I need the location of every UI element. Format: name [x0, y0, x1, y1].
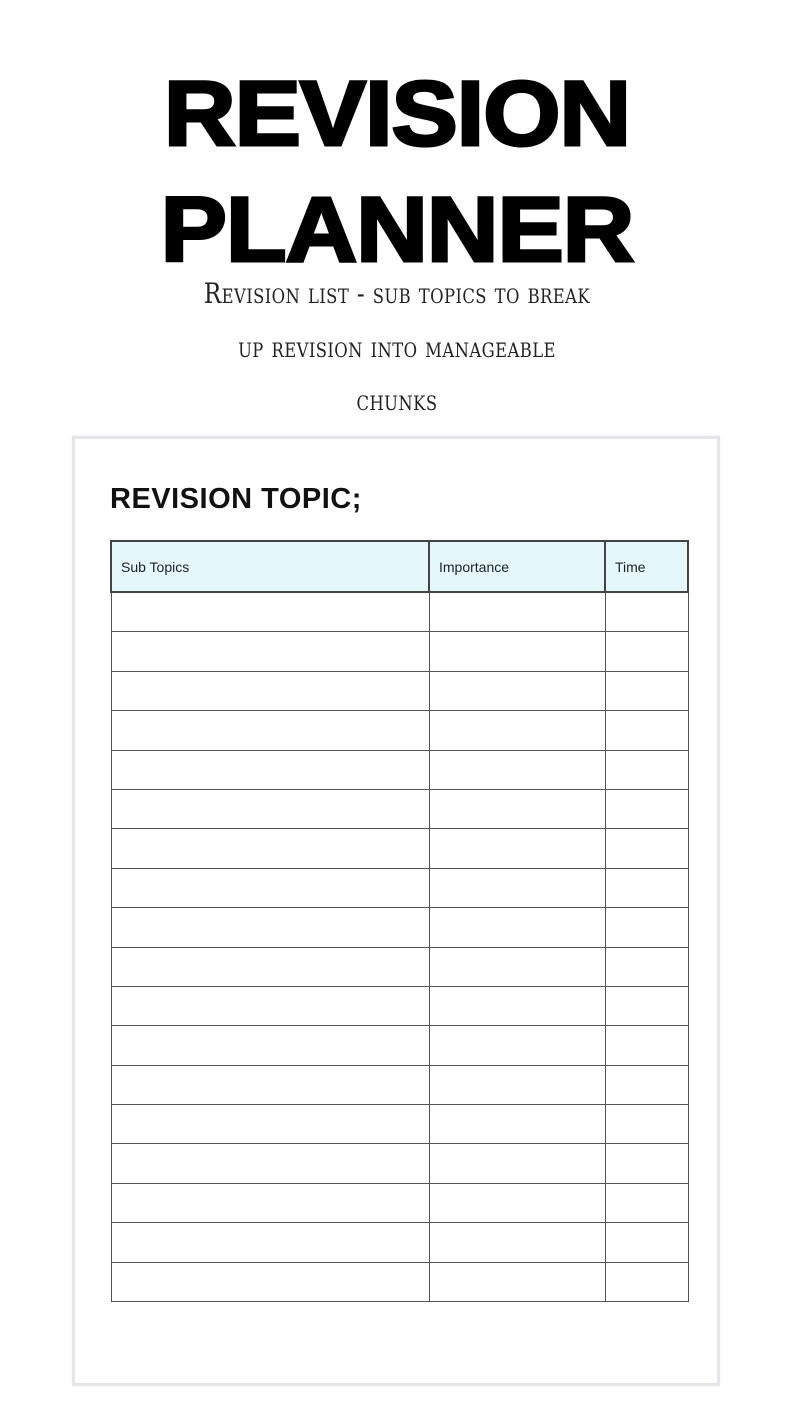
- table-row: [111, 1262, 688, 1301]
- time-cell[interactable]: [605, 750, 688, 789]
- importance-cell[interactable]: [429, 829, 605, 868]
- table-row: [111, 1223, 688, 1262]
- revision-table: [110, 540, 689, 1302]
- table-row: [111, 868, 688, 907]
- time-cell[interactable]: [605, 711, 688, 750]
- sub-topic-cell[interactable]: [111, 1262, 429, 1301]
- time-cell[interactable]: [605, 789, 688, 828]
- importance-cell[interactable]: [429, 1065, 605, 1104]
- importance-cell[interactable]: [429, 986, 605, 1025]
- importance-cell[interactable]: [429, 1105, 605, 1144]
- subtitle-line-1: Revision list - sub topics to break: [203, 277, 591, 310]
- sub-topic-cell[interactable]: [111, 1065, 429, 1104]
- time-cell[interactable]: [605, 671, 688, 710]
- table-row: [111, 592, 688, 632]
- table-row: [111, 1183, 688, 1222]
- planner-sheet: [72, 436, 720, 1386]
- importance-cell[interactable]: [429, 711, 605, 750]
- importance-cell[interactable]: [429, 1144, 605, 1183]
- time-cell[interactable]: [605, 986, 688, 1025]
- table-row: [111, 632, 688, 671]
- sub-topic-cell[interactable]: [111, 829, 429, 868]
- importance-cell[interactable]: [429, 947, 605, 986]
- sub-topic-cell[interactable]: [111, 592, 429, 632]
- importance-cell[interactable]: [429, 1026, 605, 1065]
- table-body: [111, 592, 688, 1302]
- column-header-time: Time: [605, 541, 688, 592]
- time-cell[interactable]: [605, 1105, 688, 1144]
- time-cell[interactable]: [605, 868, 688, 907]
- table-row: [111, 947, 688, 986]
- sub-topic-cell[interactable]: [111, 868, 429, 907]
- time-cell[interactable]: [605, 1183, 688, 1222]
- table-row: [111, 671, 688, 710]
- importance-cell[interactable]: [429, 632, 605, 671]
- importance-cell[interactable]: [429, 1223, 605, 1262]
- sub-topic-cell[interactable]: [111, 671, 429, 710]
- time-cell[interactable]: [605, 1262, 688, 1301]
- table-row: [111, 829, 688, 868]
- sub-topic-cell[interactable]: [111, 947, 429, 986]
- sub-topic-cell[interactable]: [111, 711, 429, 750]
- time-cell[interactable]: [605, 632, 688, 671]
- sub-topic-cell[interactable]: [111, 632, 429, 671]
- importance-cell[interactable]: [429, 908, 605, 947]
- title-line-1: REVISION: [163, 63, 631, 165]
- table-row: [111, 986, 688, 1025]
- importance-cell[interactable]: [429, 1262, 605, 1301]
- column-header-sub-topics: Sub Topics: [111, 541, 429, 592]
- time-cell[interactable]: [605, 829, 688, 868]
- table-row: [111, 711, 688, 750]
- time-cell[interactable]: [605, 908, 688, 947]
- table-header-row: [111, 541, 688, 592]
- sub-topic-cell[interactable]: [111, 1105, 429, 1144]
- sub-topic-cell[interactable]: [111, 908, 429, 947]
- title-line-2: PLANNER: [160, 179, 634, 281]
- importance-cell[interactable]: [429, 750, 605, 789]
- time-cell[interactable]: [605, 1065, 688, 1104]
- importance-cell[interactable]: [429, 671, 605, 710]
- time-cell[interactable]: [605, 1026, 688, 1065]
- time-cell[interactable]: [605, 592, 688, 632]
- subtitle-line-3: chunks: [356, 384, 438, 417]
- table-row: [111, 789, 688, 828]
- table-row: [111, 1065, 688, 1104]
- table-row: [111, 1105, 688, 1144]
- time-cell[interactable]: [605, 1144, 688, 1183]
- table-row: [111, 908, 688, 947]
- importance-cell[interactable]: [429, 592, 605, 632]
- column-header-importance: Importance: [429, 541, 605, 592]
- sub-topic-cell[interactable]: [111, 1144, 429, 1183]
- importance-cell[interactable]: [429, 789, 605, 828]
- time-cell[interactable]: [605, 947, 688, 986]
- sub-topic-cell[interactable]: [111, 986, 429, 1025]
- revision-topic-heading: REVISION TOPIC;: [110, 483, 362, 515]
- table-row: [111, 1026, 688, 1065]
- sub-topic-cell[interactable]: [111, 1183, 429, 1222]
- importance-cell[interactable]: [429, 1183, 605, 1222]
- importance-cell[interactable]: [429, 868, 605, 907]
- sub-topic-cell[interactable]: [111, 1223, 429, 1262]
- sub-topic-cell[interactable]: [111, 750, 429, 789]
- time-cell[interactable]: [605, 1223, 688, 1262]
- sub-topic-cell[interactable]: [111, 789, 429, 828]
- subtitle-line-2: up revision into manageable: [238, 331, 556, 364]
- table-row: [111, 750, 688, 789]
- table-row: [111, 1144, 688, 1183]
- sub-topic-cell[interactable]: [111, 1026, 429, 1065]
